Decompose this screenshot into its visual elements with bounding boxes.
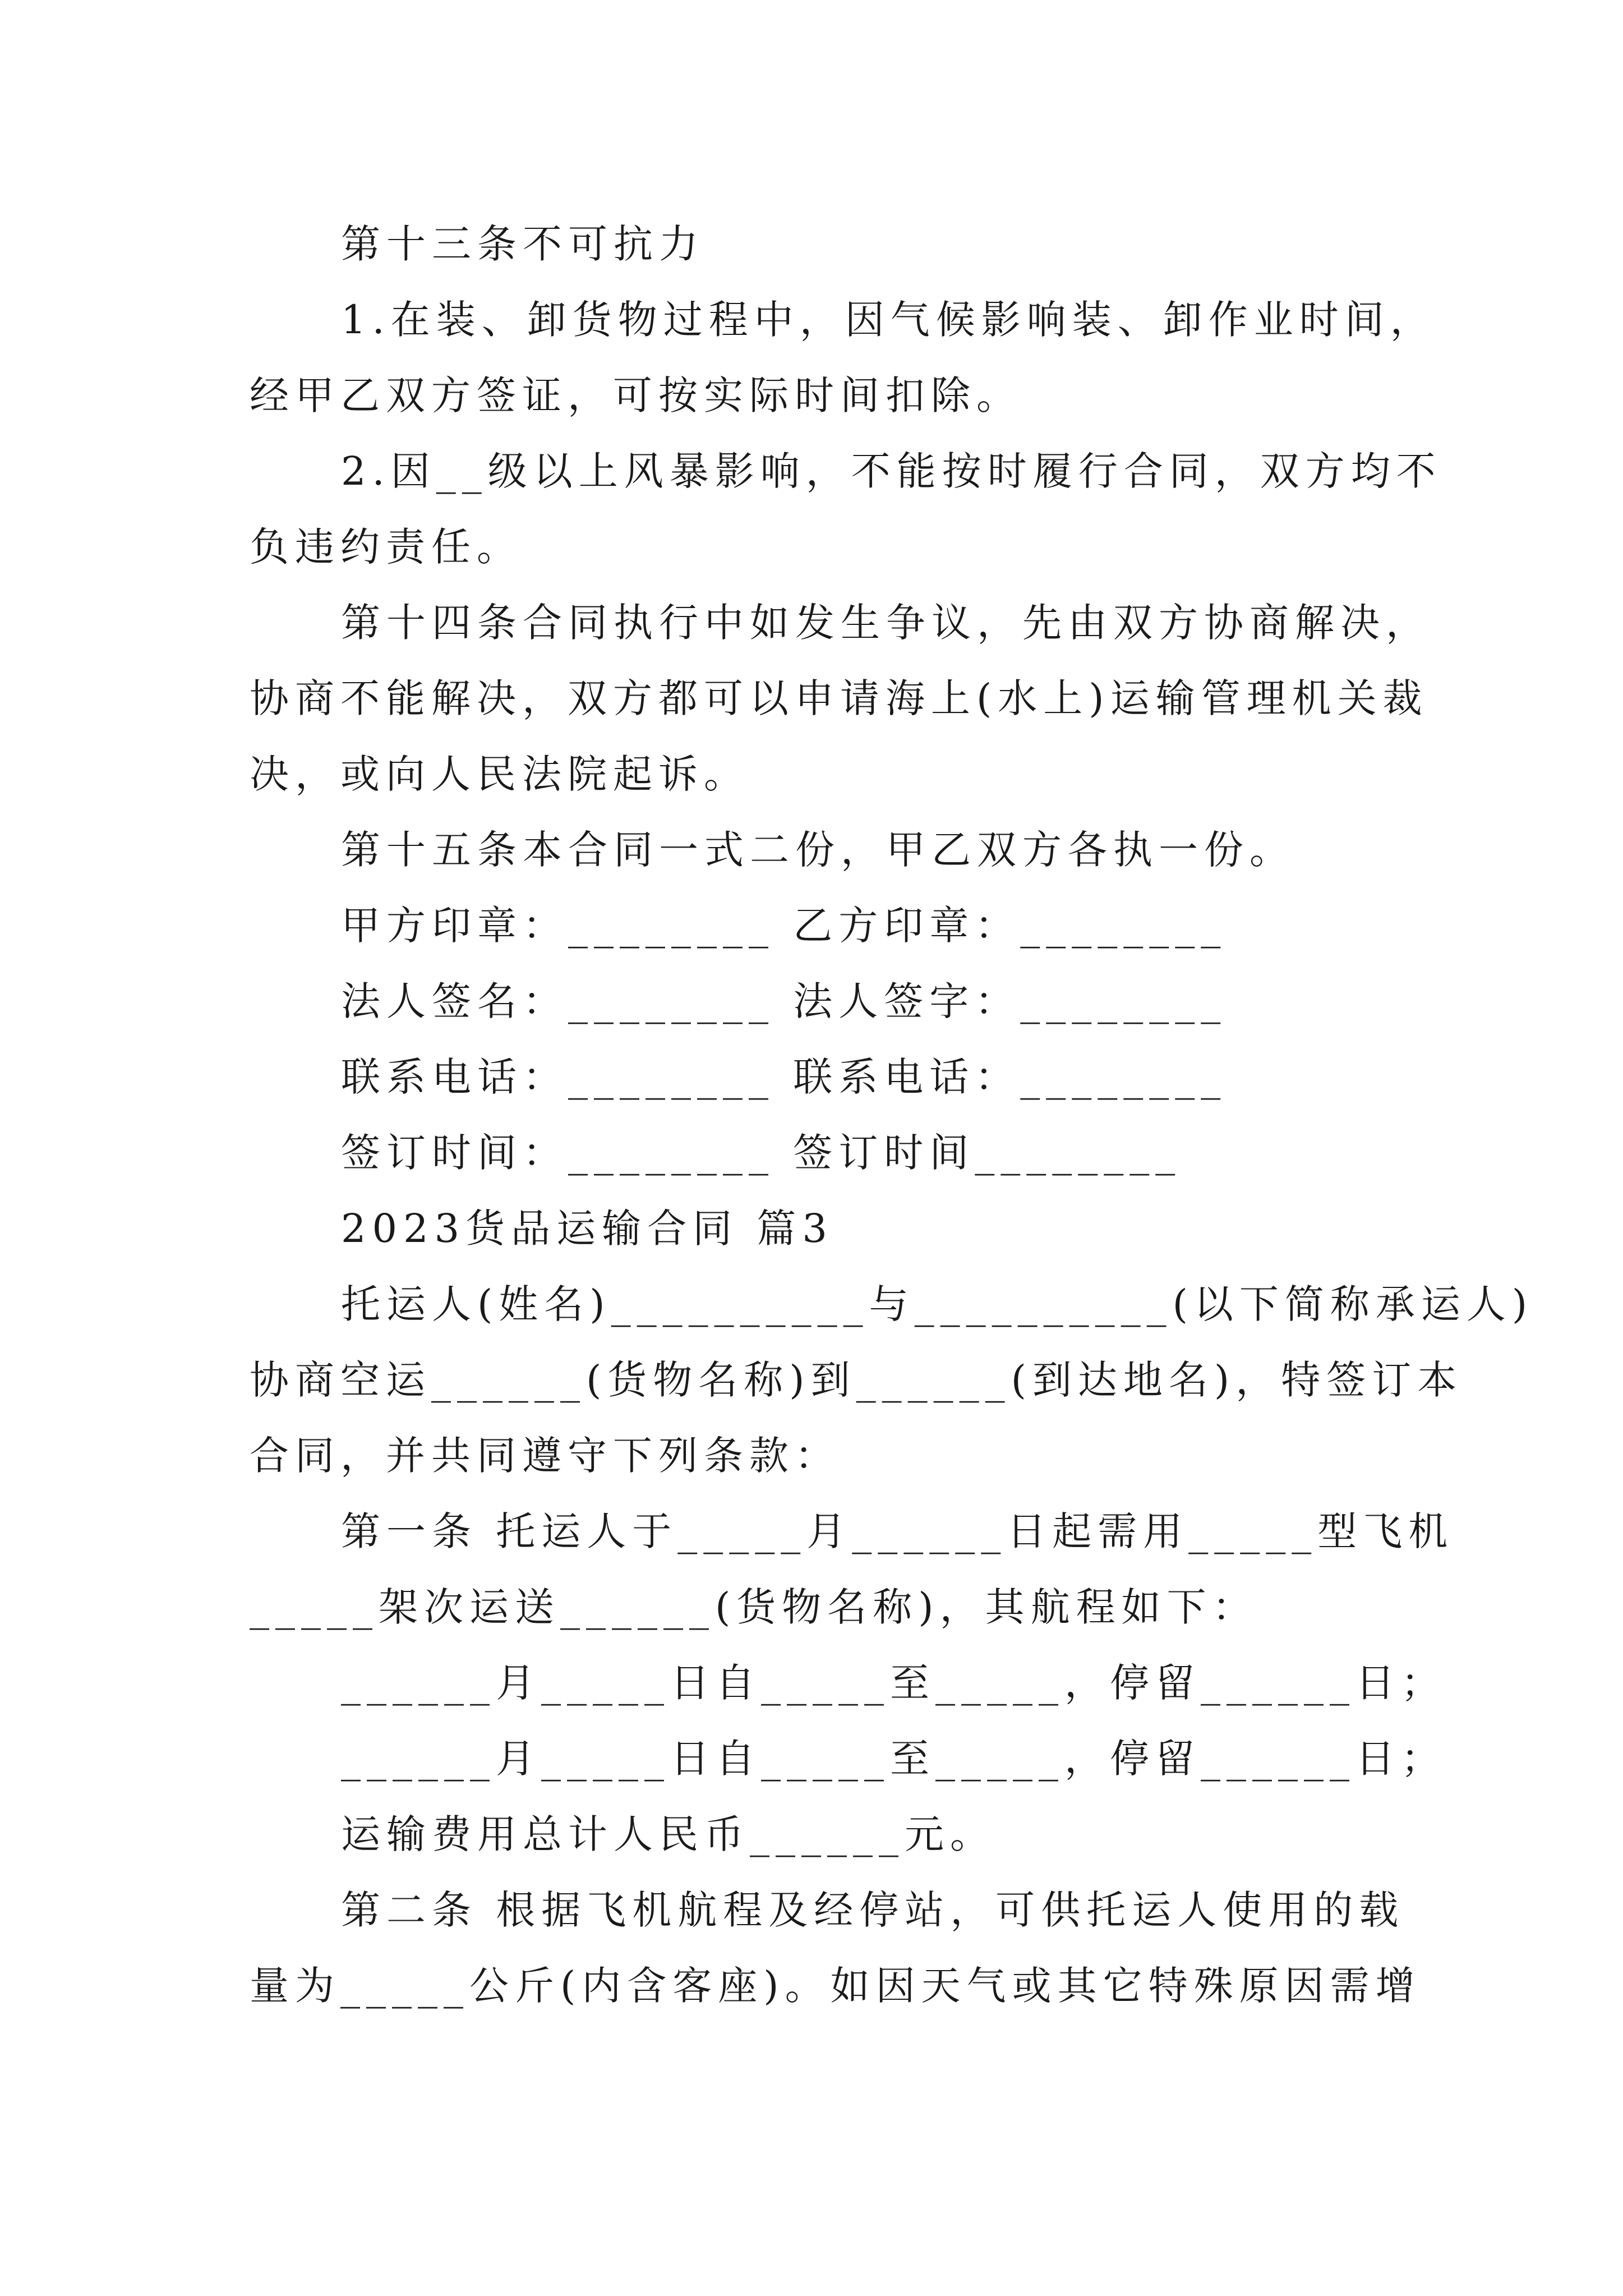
signature-row-date: 签订时间：________ 签订时间________ (341, 1130, 1182, 1176)
itinerary-line: ______月_____日自_____至_____，停留______日； (341, 1736, 1446, 1782)
article-13-heading: 第十三条不可抗力 (341, 221, 704, 267)
article-15-line: 第十五条本合同一式二份，甲乙双方各执一份。 (341, 827, 1295, 873)
paragraph-line: 协商空运______(货物名称)到______(到达地名)，特签订本 (250, 1357, 1463, 1403)
paragraph-line: 1.在装、卸货物过程中，因气候影响装、卸作业时间， (341, 297, 1436, 343)
article-14-line: 第十四条合同执行中如发生争议，先由双方协商解决， (341, 600, 1431, 646)
section-title: 2023货品运输合同 篇3 (341, 1205, 833, 1251)
signature-row-phone: 联系电话：________ 联系电话：________ (341, 1054, 1227, 1100)
paragraph-line: 合同，并共同遵守下列条款： (250, 1433, 840, 1479)
article-2-line: 第二条 根据飞机航程及经停站，可供托运人使用的载 (341, 1887, 1405, 1933)
paragraph-line: 负违约责任。 (250, 524, 522, 570)
paragraph-line: _____架次运送______(货物名称)，其航程如下： (250, 1584, 1258, 1630)
paragraph-line: 协商不能解决，双方都可以申请海上(水上)运输管理机关裁 (250, 675, 1428, 721)
freight-total-line: 运输费用总计人民币______元。 (341, 1811, 995, 1857)
paragraph-line: 经甲乙双方签证，可按实际时间扣除。 (250, 372, 1022, 418)
paragraph-line: 托运人(姓名)__________与__________(以下简称承运人) (341, 1281, 1534, 1327)
paragraph-line: 2.因__级以上风暴影响，不能按时履行合同，双方均不 (341, 448, 1442, 494)
signature-row-seal: 甲方印章：________ 乙方印章：________ (341, 903, 1227, 949)
signature-row-legal-rep: 法人签名：________ 法人签字：________ (341, 978, 1227, 1024)
itinerary-line: ______月_____日自_____至_____，停留______日； (341, 1660, 1446, 1706)
paragraph-line: 量为_____公斤(内含客座)。如因天气或其它特殊原因需增 (250, 1963, 1421, 2009)
paragraph-line: 决，或向人民法院起诉。 (250, 751, 749, 797)
article-1-line: 第一条 托运人于_____月______日起需用_____型飞机 (341, 1508, 1454, 1554)
